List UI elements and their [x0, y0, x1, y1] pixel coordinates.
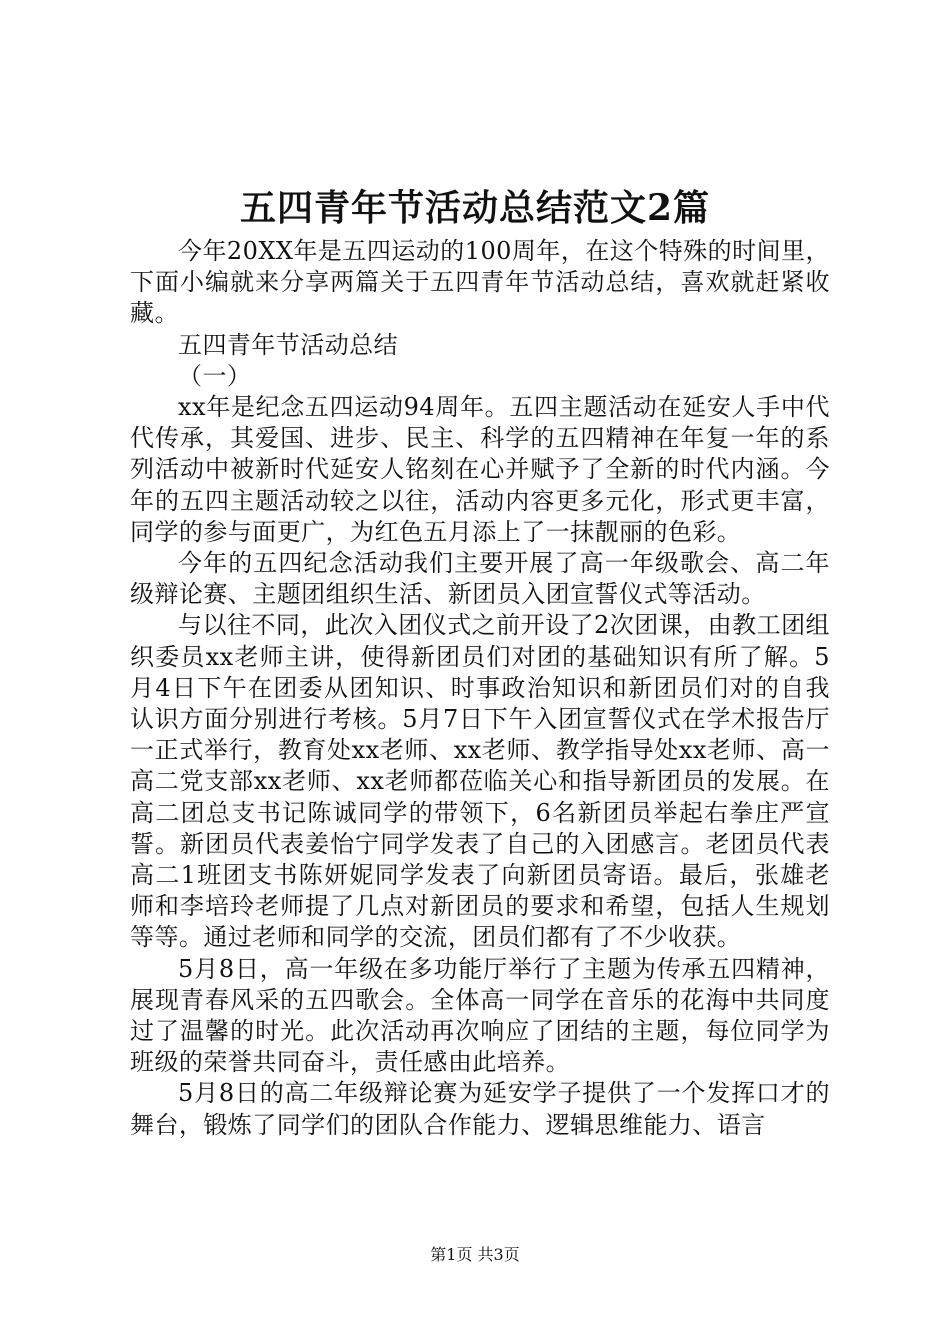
body-paragraph: 5月8日，高一年级在多功能厅举行了主题为传承五四精神，展现青春风采的五四歌会。全体高一同学在音乐的花海中共同度过了温馨的时光。此次活动再次响应了团结的主题，每位同学为班级的荣誉共同奋斗，责任感由此培养。	[130, 954, 830, 1077]
page-footer: 第1页 共3页	[430, 1245, 520, 1264]
body-paragraph: 今年的五四纪念活动我们主要开展了高一年级歌会、高二年级辩论赛、主题团组织生活、新团员入团宣誓仪式等活动。	[130, 549, 830, 609]
body-paragraph: xx年是纪念五四运动94周年。五四主题活动在延安人手中代代传承，其爱国、进步、民主、科学的五四精神在年复一年的系列活动中被新时代延安人铭刻在心并赋予了全新的时代内涵。今年的五四主题活动较之以往，活动内容更多元化，形式更丰富，同学的参与面更广，为红色五月添上了一抹靓丽的色彩。	[130, 393, 830, 546]
document-title: 五四青年节活动总结范文2篇	[239, 187, 711, 229]
document-body	[130, 236, 830, 1141]
body-paragraph: 与以往不同，此次入团仪式之前开设了2次团课，由教工团组织委员xx老师主讲，使得新团员们对团的基础知识有所了解。5月4日下午在团委从团知识、时事政治知识和新团员们对的自我认识方面分别进行考核。5月7日下午入团宣誓仪式在学术报告厅一正式举行，教育处xx老师、xx老师、教学指导处xx老师、高一高二党支部xx老师、xx老师都莅临关心和指导新团员的发展。在高二团总支书记陈诚同学的带领下，6名新团员举起右拳庄严宣誓。新团员代表姜怡宁同学发表了自己的入团感言。老团员代表高二1班团支书陈妍妮同学发表了向新团员寄语。最后，张雄老师和李培玲老师提了几点对新团员的要求和希望，包括人生规划等等。通过老师和同学的交流，团员们都有了不少收获。	[130, 611, 830, 952]
intro-paragraph: 今年20XX年是五四运动的100周年，在这个特殊的时间里，下面小编就来分享两篇关于五四青年节活动总结，喜欢就赶紧收藏。	[130, 237, 830, 328]
body-paragraph: 5月8日的高二年级辩论赛为延安学子提供了一个发挥口才的舞台，锻炼了同学们的团队合作能力、逻辑思维能力、语言	[130, 1079, 830, 1139]
section-number: （一）	[178, 361, 252, 390]
section-heading: 五四青年节活动总结	[178, 330, 399, 359]
